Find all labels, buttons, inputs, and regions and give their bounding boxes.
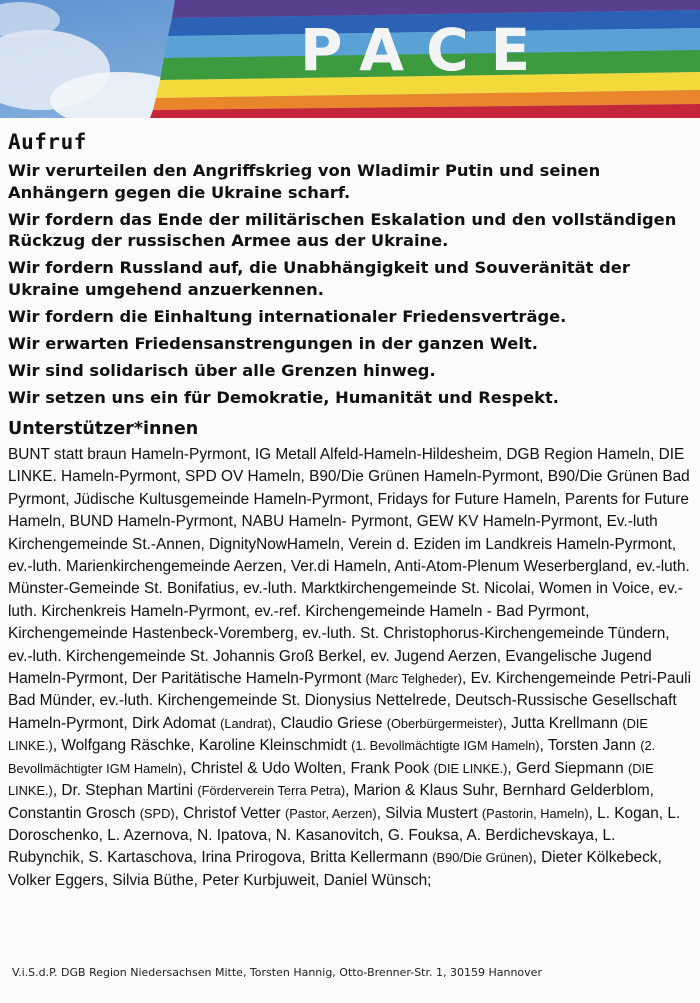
supporter-role: (DIE LINKE.) (8, 715, 648, 754)
supporters-text: , Ev. Kirchengemeinde Petri-Pauli Bad Münder, ev.-luth. Kirchengemeinde St. Dionysius Nettelrede, Deutsch-Russische Gesellschaft Hameln-Pyrmont, Dirk Adomat (8, 670, 691, 732)
supporter-role: (1. Bevollmächtigte IGM Hameln) (351, 738, 540, 754)
supporters-text: BUNT statt braun Hameln-Pyrmont, IG Metall Alfeld-Hameln-Hildesheim, DGB Region Hameln, DIE LINKE. Hameln-Pyrmont, SPD OV Hameln, B90/Die Grünen Hameln-Pyrmont, B90/Die Grünen Bad Pyrmont, Jüdische Kultusgemeinde Hameln-Pyrmont, Fridays for Future Hameln, Parents for Future Hameln, BUND Hameln-Pyrmont, NABU Hameln- Pyrmont, GEW KV Hameln-Pyrmont, Ev.-luth Kirchengemeinde St.-Annen, DignityNowHameln, Verein d. Eziden im Landkreis Hameln-Pyrmont, ev.-luth. Marienkirchengemeinde Aerzen, Ver.di Hameln, Anti-Atom-Plenum Weserbergland, ev.-luth. Münster-Gemeinde St. Bonifatius, ev.-luth. Marktkirchengemeinde St. Nicolai, Women in Voice, ev.-luth. Kirchenkreis Hameln-Pyrmont, ev.-ref. Kirchengemeinde Hameln - Bad Pyrmont, Kirchengemeinde Hastenbeck-Voremberg, ev.-luth. St. Christophorus-Kirchengemeinde Tündern, ev.-luth. Kirchengemeinde St. Johannis Groß Berkel, ev. Jugend Aerzen, Evangelische Jugend Hameln-Pyrmont, Der Paritätische Hameln-Pyrmont (8, 446, 690, 688)
supporters-text: , L. Kogan, L. Doroschenko, L. Azernova, N. Ipatova, N. Kasanovitch, G. Fouksa, A. Berdichevskaya, L. Rubynchik, S. Kartaschova, Irina Prirogova, Britta Kellermann (8, 804, 681, 867)
peace-flag-banner (0, 0, 700, 118)
supporters-text: , Torsten Jann (539, 737, 641, 755)
supporter-role: (Marc Telgheder) (365, 671, 463, 687)
statement-item: Wir erwarten Friedensanstrengungen in der ganzen Welt. (8, 333, 538, 353)
supporter-role: (Förderverein Terra Petra) (197, 783, 346, 799)
supporter-role: (Pastorin, Hameln) (481, 805, 589, 821)
statement-item: Wir fordern die Einhaltung internationaler Friedensverträge. (8, 306, 567, 326)
flag-text: PACE (300, 16, 553, 84)
supporters-text: , Jutta Krellmann (502, 714, 623, 732)
statement-item: Wir fordern das Ende der militärischen Eskalation und den vollständigen Rückzug der russischen Armee aus der Ukraine. (8, 209, 677, 250)
peace-flag-image (0, 0, 700, 118)
supporter-role: (B90/Die Grünen) (432, 850, 533, 866)
supporters-text: , Dieter Kölkebeck, Volker Eggers, Silvia Büthe, Peter Kurbjuweit, Daniel Wünsch; (8, 849, 662, 889)
supporters-text: , Dr. Stephan Martini (52, 782, 198, 800)
supporter-role: (DIE LINKE.) (433, 760, 508, 776)
call-content (8, 130, 692, 892)
statement-list (8, 160, 692, 408)
statement-item: Wir setzen uns ein für Demokratie, Humanität und Respekt. (8, 387, 559, 407)
supporters-text: , Wolfgang Räschke, Karoline Kleinschmidt (52, 737, 352, 755)
statement-item: Wir fordern Russland auf, die Unabhängigkeit und Souveränität der Ukraine umgehend anzuerkennen. (8, 258, 630, 299)
statement-item: Wir sind solidarisch über alle Grenzen hinweg. (8, 360, 436, 380)
statement-item: Wir verurteilen den Angriffskrieg von Wladimir Putin und seinen Anhängern gegen die Ukraine scharf. (8, 161, 601, 202)
supporters-heading: Unterstützer*innen (8, 419, 199, 439)
supporters-text: , Marion & Klaus Suhr, Bernhard Gelderblom, Constantin Grosch (8, 782, 654, 822)
supporters-text: , Gerd Siepmann (507, 759, 629, 777)
supporter-role: (Oberbürgermeister) (386, 715, 503, 731)
imprint-footer: V.i.S.d.P. DGB Region Niedersachsen Mitte, Torsten Hannig, Otto-Brenner-Str. 1, 30159 Hannover (12, 966, 542, 979)
supporters-list (8, 444, 692, 892)
supporter-role: (Pastor, Aerzen) (284, 805, 377, 821)
supporter-role: (Landrat) (220, 715, 273, 731)
supporters-text: , Christel & Udo Wolten, Frank Pook (182, 759, 434, 777)
page-title: Aufruf (8, 130, 87, 154)
supporters-text: , Silvia Mustert (376, 804, 482, 822)
supporter-role: (DIE LINKE.) (8, 760, 654, 799)
supporter-role: (SPD) (139, 805, 175, 821)
supporters-text: , Christof Vetter (174, 804, 285, 822)
supporters-text: , Claudio Griese (272, 714, 387, 732)
supporter-role: (2. Bevollmächtigter IGM Hameln) (8, 738, 656, 776)
